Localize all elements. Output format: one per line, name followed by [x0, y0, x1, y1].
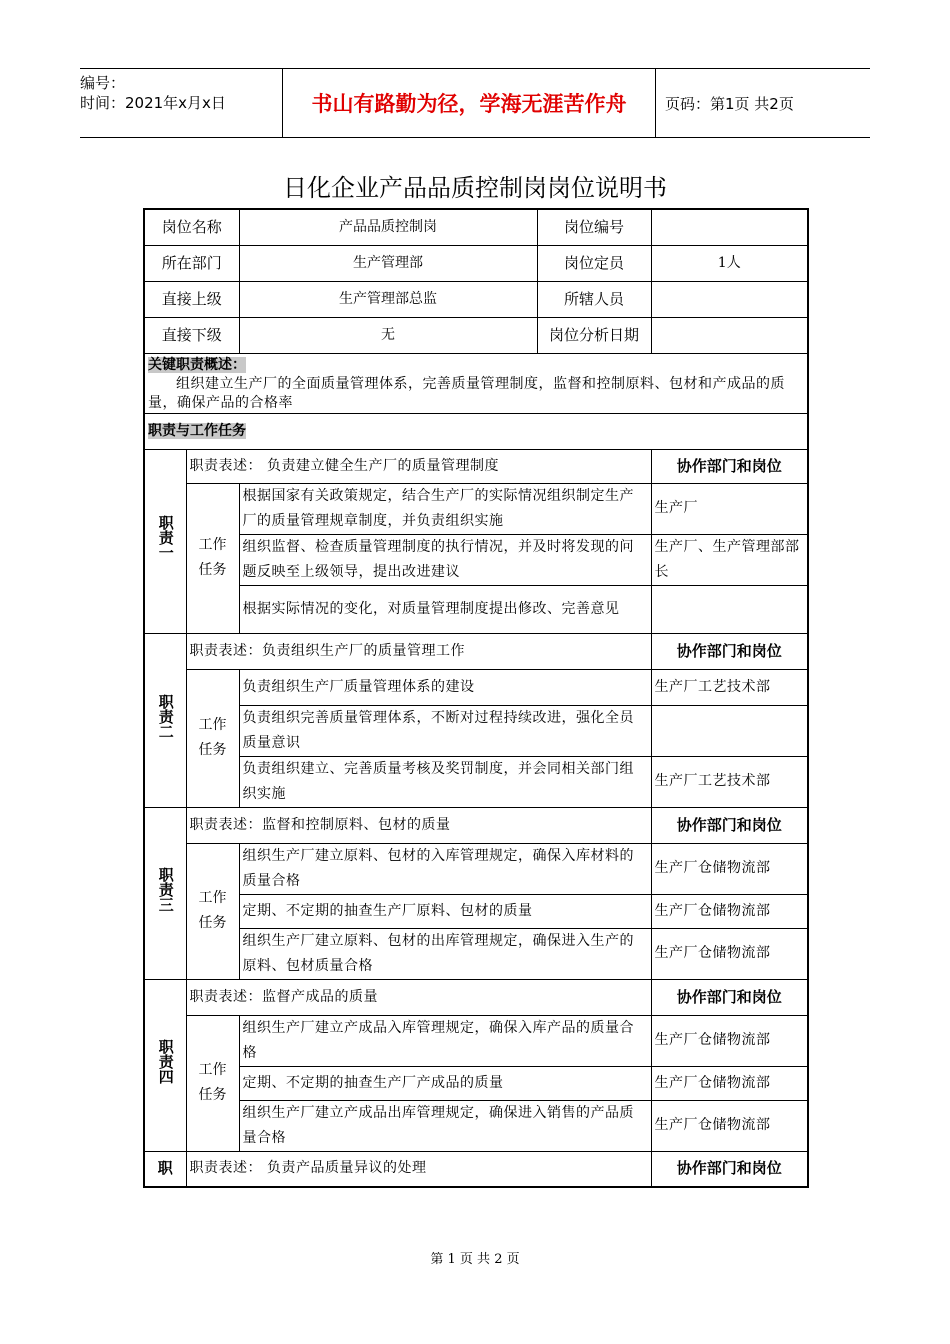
- doc-time-label: 时间：2021年x月x日: [80, 94, 226, 112]
- task-text: 组织生产厂建立原料、包材的入库管理规定，确保入库材料的质量合格: [239, 843, 651, 894]
- task-label: 工作任务: [186, 843, 239, 979]
- doc-code-label: 编号：: [80, 74, 126, 92]
- basic-label: 岗位定员: [537, 245, 651, 281]
- task-text: 负责组织完善质量管理体系，不断对过程持续改进，强化全员质量意识: [239, 705, 651, 756]
- summary-row: [144, 353, 808, 413]
- basic-value: [651, 317, 808, 353]
- duty-name: 职责三: [144, 807, 186, 979]
- task-text: 定期、不定期的抽查生产厂原料、包材的质量: [239, 894, 651, 928]
- task-coop: 生产厂仓储物流部: [651, 928, 808, 979]
- task-coop: 生产厂: [651, 483, 808, 534]
- basic-row: [144, 209, 808, 245]
- coop-header: 协作部门和岗位: [651, 807, 808, 843]
- basic-value: 生产管理部: [239, 245, 537, 281]
- duty-statement: 职责表述：负责组织生产厂的质量管理工作: [186, 633, 651, 669]
- task-row: [144, 669, 808, 705]
- basic-label: 所在部门: [144, 245, 239, 281]
- task-row: [144, 928, 808, 979]
- coop-header: 协作部门和岗位: [651, 1151, 808, 1187]
- duties-title: 职责与工作任务: [148, 422, 246, 439]
- task-text: 负责组织生产厂质量管理体系的建设: [239, 669, 651, 705]
- task-coop: 生产厂仓储物流部: [651, 1066, 808, 1100]
- task-coop: 生产厂仓储物流部: [651, 1100, 808, 1151]
- task-text: 组织监督、检查质量管理制度的执行情况，并及时将发现的问题反映至上级领导，提出改进建议: [239, 534, 651, 585]
- duty-statement: 职责表述：监督和控制原料、包材的质量: [186, 807, 651, 843]
- duty-statement-row: [144, 807, 808, 843]
- basic-value: 产品品质控制岗: [239, 209, 537, 245]
- task-text: 定期、不定期的抽查生产厂产成品的质量: [239, 1066, 651, 1100]
- task-coop: 生产厂工艺技术部: [651, 756, 808, 807]
- job-description-table: [143, 208, 809, 1188]
- page-header: [80, 68, 870, 138]
- task-text: 根据实际情况的变化，对质量管理制度提出修改、完善意见: [239, 585, 651, 633]
- duty-name: 职责四: [144, 979, 186, 1151]
- task-coop: 生产厂工艺技术部: [651, 669, 808, 705]
- duty-name: 职责二: [144, 633, 186, 807]
- coop-header: 协作部门和岗位: [651, 449, 808, 483]
- duty-statement: 职责表述：监督产成品的质量: [186, 979, 651, 1015]
- task-row: [144, 843, 808, 894]
- document-title: 日化企业产品品质控制岗岗位说明书: [283, 174, 667, 202]
- coop-header: 协作部门和岗位: [651, 633, 808, 669]
- task-row: [144, 483, 808, 534]
- duty-statement: 职责表述： 负责产品质量异议的处理: [186, 1151, 651, 1187]
- task-coop: [651, 705, 808, 756]
- basic-row: [144, 245, 808, 281]
- task-row: [144, 705, 808, 756]
- header-meta: [80, 69, 282, 137]
- basic-value: [651, 209, 808, 245]
- task-coop: 生产厂仓储物流部: [651, 843, 808, 894]
- task-label: 工作任务: [186, 1015, 239, 1151]
- basic-value: 生产管理部总监: [239, 281, 537, 317]
- summary-title: 关键职责概述：: [148, 356, 246, 373]
- task-row: [144, 1100, 808, 1151]
- task-label: 工作任务: [186, 483, 239, 633]
- duty-statement: 职责表述： 负责建立健全生产厂的质量管理制度: [186, 449, 651, 483]
- task-row: [144, 756, 808, 807]
- task-text: 组织生产厂建立产成品入库管理规定，确保入库产品的质量合格: [239, 1015, 651, 1066]
- task-text: 组织生产厂建立产成品出库管理规定，确保进入销售的产品质量合格: [239, 1100, 651, 1151]
- basic-row: [144, 281, 808, 317]
- task-coop: 生产厂仓储物流部: [651, 894, 808, 928]
- duty-name: 职责一: [144, 449, 186, 633]
- basic-label: 岗位编号: [537, 209, 651, 245]
- duty-statement-row: [144, 633, 808, 669]
- basic-value: [651, 281, 808, 317]
- task-row: [144, 1066, 808, 1100]
- duty-statement-row: [144, 1151, 808, 1187]
- task-coop: 生产厂仓储物流部: [651, 1015, 808, 1066]
- task-text: 根据国家有关政策规定，结合生产厂的实际情况组织制定生产厂的质量管理规章制度，并负责组织实施: [239, 483, 651, 534]
- coop-header: 协作部门和岗位: [651, 979, 808, 1015]
- basic-value: 1人: [651, 245, 808, 281]
- task-coop: [651, 585, 808, 633]
- task-text: 组织生产厂建立原料、包材的出库管理规定，确保进入生产的原料、包材质量合格: [239, 928, 651, 979]
- task-coop: 生产厂、生产管理部部长: [651, 534, 808, 585]
- summary-text: 组织建立生产厂的全面质量管理体系，完善质量管理制度，监督和控制原料、包材和产成品的质量，确保产品的合格率: [148, 375, 785, 411]
- duty-name: 职: [144, 1151, 186, 1187]
- page-footer: 第 1 页 共 2 页: [430, 1252, 520, 1267]
- basic-value: 无: [239, 317, 537, 353]
- basic-label: 岗位名称: [144, 209, 239, 245]
- task-label: 工作任务: [186, 669, 239, 807]
- task-row: [144, 534, 808, 585]
- header-motto: 书山有路勤为径，学海无涯苦作舟: [282, 69, 656, 137]
- duties-title-row: [144, 413, 808, 449]
- task-text: 负责组织建立、完善质量考核及奖罚制度，并会同相关部门组织实施: [239, 756, 651, 807]
- task-row: [144, 585, 808, 633]
- basic-label: 直接下级: [144, 317, 239, 353]
- basic-label: 所辖人员: [537, 281, 651, 317]
- task-row: [144, 894, 808, 928]
- task-row: [144, 1015, 808, 1066]
- basic-label: 直接上级: [144, 281, 239, 317]
- duty-statement-row: [144, 979, 808, 1015]
- header-page-info: 页码：第1页 共2页: [665, 94, 794, 113]
- basic-row: [144, 317, 808, 353]
- duty-statement-row: [144, 449, 808, 483]
- basic-label: 岗位分析日期: [537, 317, 651, 353]
